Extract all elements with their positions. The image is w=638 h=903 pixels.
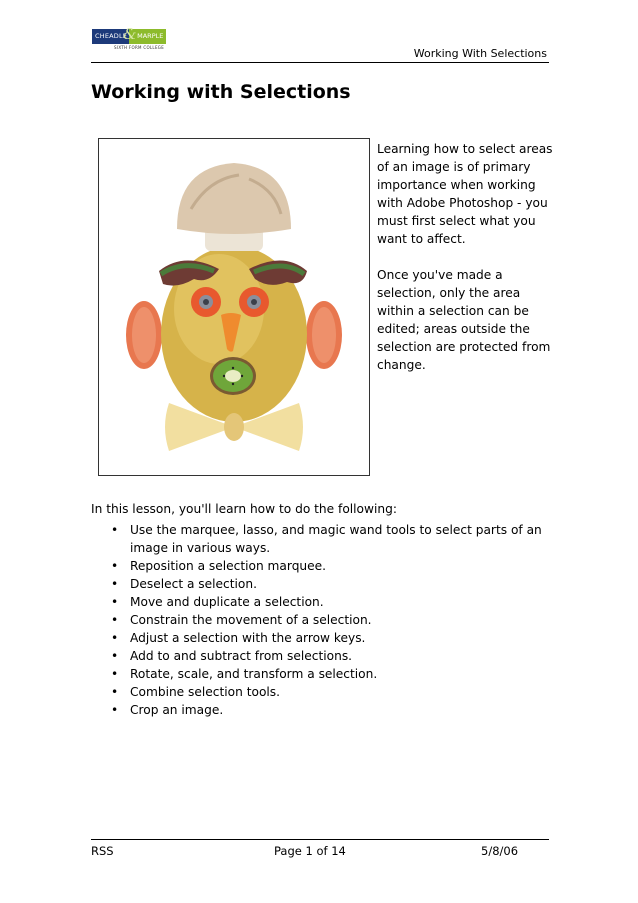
header-title: Working With Selections (413, 47, 547, 60)
vegetable-face-image (98, 138, 370, 476)
lesson-intro: In this lesson, you'll learn how to do the following: (91, 502, 397, 516)
header-divider (91, 62, 549, 63)
lesson-objectives-list (91, 521, 551, 719)
side-paragraph-1: Learning how to select areas of an image is of primary importance when working with Adobe Photoshop - you must first select what you want to affect. (377, 142, 553, 246)
logo-subtitle: SIXTH FORM COLLEGE (114, 45, 165, 50)
list-item: • Use the marquee, lasso, and magic wand tools to select parts of an image in various ways. (111, 523, 542, 555)
logo-ampersand: & (123, 25, 137, 43)
footer-date: 5/8/06 (481, 844, 519, 858)
footer-author: RSS (91, 844, 114, 858)
list-item: • Constrain the movement of a selection. (111, 613, 372, 627)
page-title: Working with Selections (91, 81, 351, 103)
list-item: • Deselect a selection. (111, 577, 257, 591)
list-item: • Add to and subtract from selections. (111, 649, 353, 663)
logo-left-text: CHEADLE (92, 29, 129, 44)
list-item: • Move and duplicate a selection. (111, 595, 324, 609)
intro-side-text (377, 140, 561, 392)
list-item: • Crop an image. (111, 703, 224, 717)
bullet: • (111, 703, 119, 717)
bullet: • (111, 667, 119, 681)
footer-divider (91, 839, 549, 840)
bullet: • (111, 613, 119, 627)
list-item: • Reposition a selection marquee. (111, 559, 327, 573)
list-item: • Combine selection tools. (111, 685, 281, 699)
vegetable-face-illustration (99, 139, 369, 475)
bullet: • (111, 523, 119, 537)
bullet: • (111, 577, 119, 591)
footer-page-number: Page 1 of 14 (274, 844, 346, 858)
bullet: • (111, 631, 119, 645)
side-paragraph-2: Once you've made a selection, only the area within a selection can be edited; areas outside the selection are protected from change. (377, 268, 551, 372)
logo-right-label: MARPLE (137, 32, 164, 40)
college-logo (92, 25, 170, 51)
bowtie-knot (224, 413, 244, 441)
bullet: • (111, 685, 119, 699)
bullet: • (111, 649, 119, 663)
list-item: • Rotate, scale, and transform a selection. (111, 667, 378, 681)
logo-right-text (123, 25, 166, 44)
bullet: • (111, 595, 119, 609)
bullet: • (111, 559, 119, 573)
list-item: • Adjust a selection with the arrow keys. (111, 631, 366, 645)
